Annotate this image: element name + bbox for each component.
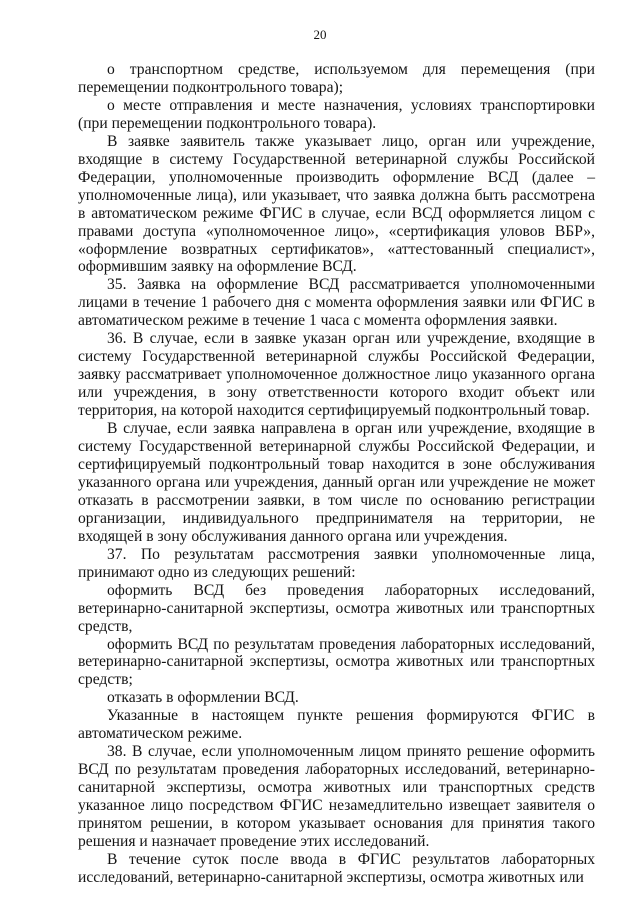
paragraph-within-day: В течение суток после ввода в ФГИС результатов лабораторных исследований, ветеринарно-санитарной экспертизы, осмотра животных или — [78, 850, 595, 886]
paragraph-service-zone: В случае, если заявка направлена в орган или учреждение, входящие в систему Государственной ветеринарной службы Российской Федерации, и сертифицируемый подконтрольный товар находится в зоне обслуживания указанного органа или учреждения, данный орган или учреждение не может отказать в рассмотрении заявки, в том числе по основанию регистрации организации, индивидуального предпринимателя на территории, не входящей в зону обслуживания данного органа или учреждения. — [78, 420, 595, 545]
paragraph-item-38: 38. В случае, если уполномоченным лицом принято решение оформить ВСД по результатам проведения лабораторных исследований, ветеринарно-санитарной экспертизы, осмотра животных или транспортных средств указанное лицо посредством ФГИС незамедлительно извещает заявителя о принятом решении, в котором указывает основания для принятия такого решения и назначает проведение этих исследований. — [78, 743, 595, 850]
paragraph-item-37: 37. По результатам рассмотрения заявки уполномоченные лица, принимают одно из следующих решений: — [78, 545, 595, 581]
page-number: 20 — [313, 27, 327, 42]
paragraph-decision-refuse: отказать в оформлении ВСД. — [107, 689, 299, 707]
paragraph-decision-with-lab: оформить ВСД по результатам проведения лабораторных исследований, ветеринарно-санитарной экспертизы, осмотра животных или транспортных средств; — [78, 635, 595, 689]
paragraph-item-36: 36. В случае, если в заявке указан орган или учреждение, входящие в систему Государственной ветеринарной службы Российской Федерации, заявку рассматривает уполномоченное должностное лицо указанного органа или учреждения, в зону ответственности которого входит объект или территория, на которой находится сертифицируемый подконтрольный товар. — [78, 330, 595, 420]
paragraph-departure-destination: о месте отправления и месте назначения, условиях транспортировки (при перемещении подконтрольного товара). — [78, 96, 595, 132]
paragraph-authorized-persons: В заявке заявитель также указывает лицо, орган или учреждение, входящие в систему Государственной ветеринарной службы Российской Федерации, уполномоченные производить оформление ВСД (далее – уполномоченные лица), или указывает, что заявка должна быть рассмотрена в автоматическом режиме ФГИС в случае, если ВСД оформляется лицом с правами доступа «уполномоченное лицо», «сертификация уловов ВБР», «оформление возвратных сертификатов», «аттестованный специалист», оформившим заявку на оформление ВСД. — [78, 132, 595, 276]
paragraph-decision-no-lab: оформить ВСД без проведения лабораторных исследований, ветеринарно-санитарной экспертизы, осмотра животных или транспортных средств, — [78, 581, 595, 635]
document-body — [78, 61, 595, 887]
paragraph-vehicle-info: о транспортном средстве, используемом для перемещения (при перемещении подконтрольного товара); — [78, 61, 595, 96]
paragraph-automatic-decisions: Указанные в настоящем пункте решения формируются ФГИС в автоматическом режиме. — [78, 707, 595, 743]
paragraph-item-35: 35. Заявка на оформление ВСД рассматривается уполномоченными лицами в течение 1 рабочего дня с момента оформления заявки или ФГИС в автоматическом режиме в течение 1 часа с момента оформления заявки. — [78, 276, 595, 330]
